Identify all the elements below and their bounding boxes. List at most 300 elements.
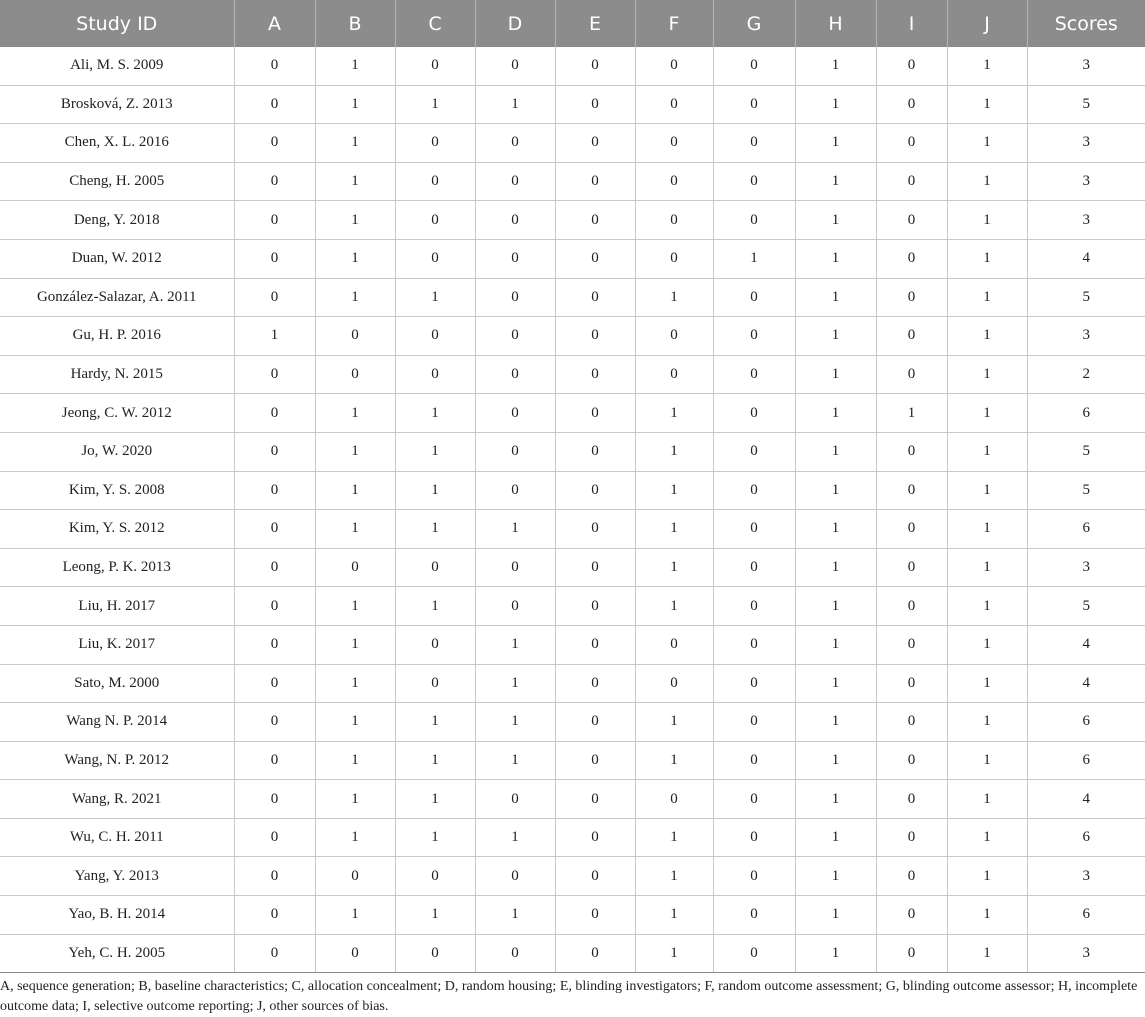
- criterion-cell: 0: [713, 85, 795, 124]
- criterion-cell: 1: [795, 934, 876, 973]
- criterion-cell: 0: [395, 124, 475, 163]
- criterion-cell: 0: [234, 857, 315, 896]
- criterion-cell: 0: [234, 85, 315, 124]
- table-row: [0, 47, 1145, 85]
- criterion-cell: 1: [635, 278, 713, 317]
- column-header-j: J: [947, 0, 1027, 47]
- criterion-cell: 1: [947, 625, 1027, 664]
- criterion-cell: 0: [395, 548, 475, 587]
- criterion-cell: 0: [475, 471, 555, 510]
- criterion-cell: 1: [315, 625, 395, 664]
- study-id-cell: Ali, M. S. 2009: [0, 47, 234, 85]
- criterion-cell: 0: [635, 239, 713, 278]
- criterion-cell: 0: [234, 394, 315, 433]
- criterion-cell: 1: [635, 896, 713, 935]
- study-id-cell: Jeong, C. W. 2012: [0, 394, 234, 433]
- criterion-cell: 0: [234, 664, 315, 703]
- study-id-cell: Wang, N. P. 2012: [0, 741, 234, 780]
- criterion-cell: 1: [947, 85, 1027, 124]
- criterion-cell: 0: [234, 703, 315, 742]
- criterion-cell: 0: [555, 780, 635, 819]
- criterion-cell: 1: [795, 625, 876, 664]
- criterion-cell: 1: [234, 317, 315, 356]
- criterion-cell: 1: [635, 394, 713, 433]
- criterion-cell: 0: [234, 625, 315, 664]
- criterion-cell: 0: [876, 124, 947, 163]
- criterion-cell: 0: [876, 548, 947, 587]
- criterion-cell: 1: [475, 703, 555, 742]
- criterion-cell: 1: [635, 857, 713, 896]
- criterion-cell: 0: [315, 934, 395, 973]
- criterion-cell: 1: [947, 934, 1027, 973]
- criterion-cell: 0: [555, 818, 635, 857]
- criterion-cell: 0: [555, 47, 635, 85]
- criterion-cell: 0: [713, 162, 795, 201]
- table-row: [0, 432, 1145, 471]
- criterion-cell: 1: [947, 355, 1027, 394]
- criterion-cell: 0: [395, 625, 475, 664]
- score-cell: 4: [1027, 625, 1145, 664]
- criterion-cell: 0: [555, 278, 635, 317]
- criterion-cell: 0: [234, 510, 315, 549]
- criterion-cell: 0: [555, 703, 635, 742]
- criterion-cell: 1: [395, 896, 475, 935]
- criterion-cell: 1: [395, 703, 475, 742]
- column-header-b: B: [315, 0, 395, 47]
- table-row: [0, 394, 1145, 433]
- criterion-cell: 1: [315, 664, 395, 703]
- criterion-cell: 1: [795, 818, 876, 857]
- criterion-cell: 0: [395, 317, 475, 356]
- criterion-cell: 1: [315, 587, 395, 626]
- criterion-cell: 1: [947, 471, 1027, 510]
- criterion-cell: 0: [475, 934, 555, 973]
- criterion-cell: 0: [713, 471, 795, 510]
- column-header-i: I: [876, 0, 947, 47]
- criterion-cell: 0: [555, 548, 635, 587]
- criterion-cell: 1: [947, 432, 1027, 471]
- criterion-cell: 1: [795, 278, 876, 317]
- criterion-cell: 0: [635, 780, 713, 819]
- criterion-cell: 0: [635, 201, 713, 240]
- criterion-cell: 1: [635, 432, 713, 471]
- criterion-cell: 1: [947, 896, 1027, 935]
- table-row: [0, 587, 1145, 626]
- criterion-cell: 0: [234, 780, 315, 819]
- criterion-cell: 1: [315, 818, 395, 857]
- criterion-cell: 0: [555, 124, 635, 163]
- criterion-cell: 0: [475, 239, 555, 278]
- criterion-cell: 0: [234, 548, 315, 587]
- criterion-cell: 1: [395, 432, 475, 471]
- criterion-cell: 1: [795, 664, 876, 703]
- criterion-cell: 1: [315, 896, 395, 935]
- criterion-cell: 1: [475, 896, 555, 935]
- criterion-cell: 0: [234, 355, 315, 394]
- criterion-cell: 0: [713, 317, 795, 356]
- criterion-cell: 0: [713, 510, 795, 549]
- criterion-cell: 1: [795, 741, 876, 780]
- score-cell: 6: [1027, 510, 1145, 549]
- criterion-cell: 1: [947, 124, 1027, 163]
- criterion-cell: 1: [635, 548, 713, 587]
- study-id-cell: Jo, W. 2020: [0, 432, 234, 471]
- criterion-cell: 1: [315, 432, 395, 471]
- criterion-cell: 0: [876, 162, 947, 201]
- criterion-cell: 0: [315, 548, 395, 587]
- criterion-cell: 0: [876, 278, 947, 317]
- criterion-cell: 0: [555, 317, 635, 356]
- criterion-cell: 1: [315, 162, 395, 201]
- criterion-cell: 1: [947, 780, 1027, 819]
- criterion-cell: 0: [635, 625, 713, 664]
- criterion-cell: 0: [555, 741, 635, 780]
- criterion-cell: 0: [876, 432, 947, 471]
- table-row: [0, 780, 1145, 819]
- criterion-cell: 0: [234, 471, 315, 510]
- criterion-cell: 0: [234, 278, 315, 317]
- score-cell: 3: [1027, 934, 1145, 973]
- study-id-cell: Leong, P. K. 2013: [0, 548, 234, 587]
- criterion-cell: 1: [395, 510, 475, 549]
- table-footnote: A, sequence generation; B, baseline characteristics; C, allocation concealment; D, random housing; E, blinding investigators; F, random outcome assessment; G, blinding outcome assessor; H, incomplete outcome data; I, selective outcome reporting; J, other sources of bias.: [0, 979, 1138, 1014]
- criterion-cell: 0: [713, 818, 795, 857]
- criterion-cell: 0: [234, 741, 315, 780]
- criterion-cell: 0: [555, 239, 635, 278]
- column-header-g: G: [713, 0, 795, 47]
- criterion-cell: 0: [713, 47, 795, 85]
- criterion-cell: 1: [395, 780, 475, 819]
- criterion-cell: 0: [475, 162, 555, 201]
- criterion-cell: 0: [555, 934, 635, 973]
- criterion-cell: 1: [475, 818, 555, 857]
- study-id-cell: Wang N. P. 2014: [0, 703, 234, 742]
- criterion-cell: 1: [947, 394, 1027, 433]
- study-id-cell: Brosková, Z. 2013: [0, 85, 234, 124]
- criterion-cell: 1: [475, 510, 555, 549]
- criterion-cell: 0: [876, 857, 947, 896]
- table-row: [0, 162, 1145, 201]
- criterion-cell: 0: [713, 664, 795, 703]
- criterion-cell: 1: [795, 471, 876, 510]
- criterion-cell: 0: [635, 124, 713, 163]
- criterion-cell: 1: [635, 934, 713, 973]
- criterion-cell: 1: [947, 47, 1027, 85]
- criterion-cell: 0: [315, 857, 395, 896]
- criterion-cell: 0: [555, 471, 635, 510]
- study-id-cell: Yang, Y. 2013: [0, 857, 234, 896]
- score-cell: 3: [1027, 124, 1145, 163]
- criterion-cell: 0: [475, 47, 555, 85]
- criterion-cell: 1: [795, 857, 876, 896]
- criterion-cell: 0: [713, 201, 795, 240]
- table-row: [0, 124, 1145, 163]
- criterion-cell: 0: [555, 587, 635, 626]
- criterion-cell: 1: [947, 703, 1027, 742]
- criterion-cell: 0: [876, 818, 947, 857]
- criterion-cell: 1: [795, 355, 876, 394]
- criterion-cell: 0: [635, 85, 713, 124]
- criterion-cell: 1: [795, 124, 876, 163]
- criterion-cell: 1: [635, 587, 713, 626]
- criterion-cell: 1: [395, 394, 475, 433]
- criterion-cell: 0: [234, 201, 315, 240]
- criterion-cell: 0: [713, 548, 795, 587]
- criterion-cell: 1: [315, 85, 395, 124]
- criterion-cell: 0: [555, 85, 635, 124]
- study-id-cell: Yao, B. H. 2014: [0, 896, 234, 935]
- criterion-cell: 0: [635, 664, 713, 703]
- criterion-cell: 0: [876, 510, 947, 549]
- criterion-cell: 1: [795, 432, 876, 471]
- criterion-cell: 0: [876, 896, 947, 935]
- criterion-cell: 0: [876, 201, 947, 240]
- column-header-d: D: [475, 0, 555, 47]
- criterion-cell: 1: [315, 124, 395, 163]
- table-row: [0, 857, 1145, 896]
- criterion-cell: 0: [475, 355, 555, 394]
- criterion-cell: 1: [635, 510, 713, 549]
- score-cell: 4: [1027, 239, 1145, 278]
- criterion-cell: 0: [555, 510, 635, 549]
- criterion-cell: 0: [713, 857, 795, 896]
- criterion-cell: 1: [947, 162, 1027, 201]
- criterion-cell: 0: [234, 47, 315, 85]
- criterion-cell: 0: [555, 896, 635, 935]
- criterion-cell: 0: [876, 471, 947, 510]
- score-cell: 5: [1027, 85, 1145, 124]
- score-cell: 5: [1027, 587, 1145, 626]
- study-id-cell: Cheng, H. 2005: [0, 162, 234, 201]
- criterion-cell: 1: [947, 664, 1027, 703]
- criterion-cell: 0: [475, 432, 555, 471]
- criterion-cell: 1: [795, 47, 876, 85]
- table-row: [0, 548, 1145, 587]
- score-cell: 3: [1027, 201, 1145, 240]
- table-row: [0, 625, 1145, 664]
- criterion-cell: 1: [795, 780, 876, 819]
- criterion-cell: 1: [635, 471, 713, 510]
- criterion-cell: 0: [234, 896, 315, 935]
- criterion-cell: 1: [795, 162, 876, 201]
- table-row: [0, 741, 1145, 780]
- criterion-cell: 0: [234, 934, 315, 973]
- criterion-cell: 1: [315, 278, 395, 317]
- score-cell: 6: [1027, 896, 1145, 935]
- criterion-cell: 0: [475, 780, 555, 819]
- criterion-cell: 0: [713, 934, 795, 973]
- criterion-cell: 0: [876, 741, 947, 780]
- criterion-cell: 0: [234, 124, 315, 163]
- score-cell: 3: [1027, 162, 1145, 201]
- criterion-cell: 0: [395, 201, 475, 240]
- criterion-cell: 0: [635, 355, 713, 394]
- table-row: [0, 317, 1145, 356]
- criterion-cell: 0: [635, 47, 713, 85]
- criterion-cell: 0: [395, 47, 475, 85]
- table-row: [0, 510, 1145, 549]
- table-row: [0, 278, 1145, 317]
- criterion-cell: 0: [713, 780, 795, 819]
- criterion-cell: 1: [947, 239, 1027, 278]
- criterion-cell: 0: [395, 857, 475, 896]
- study-id-cell: Duan, W. 2012: [0, 239, 234, 278]
- score-cell: 2: [1027, 355, 1145, 394]
- criterion-cell: 0: [475, 548, 555, 587]
- column-header-a: A: [234, 0, 315, 47]
- criterion-cell: 1: [315, 239, 395, 278]
- criterion-cell: 0: [876, 85, 947, 124]
- criterion-cell: 1: [315, 471, 395, 510]
- criterion-cell: 1: [795, 394, 876, 433]
- score-cell: 6: [1027, 818, 1145, 857]
- criterion-cell: 0: [234, 239, 315, 278]
- criterion-cell: 1: [795, 510, 876, 549]
- table-row: [0, 703, 1145, 742]
- criterion-cell: 0: [395, 239, 475, 278]
- criterion-cell: 0: [876, 703, 947, 742]
- criterion-cell: 0: [876, 239, 947, 278]
- criterion-cell: 1: [395, 741, 475, 780]
- criterion-cell: 0: [713, 394, 795, 433]
- table-header: [0, 0, 1145, 47]
- criterion-cell: 1: [947, 818, 1027, 857]
- study-id-cell: Wang, R. 2021: [0, 780, 234, 819]
- criterion-cell: 0: [713, 741, 795, 780]
- criterion-cell: 0: [555, 625, 635, 664]
- criterion-cell: 0: [475, 394, 555, 433]
- criterion-cell: 0: [315, 317, 395, 356]
- criterion-cell: 1: [475, 85, 555, 124]
- study-id-cell: Gu, H. P. 2016: [0, 317, 234, 356]
- header-row: [0, 0, 1145, 47]
- criterion-cell: 0: [635, 162, 713, 201]
- study-id-cell: Wu, C. H. 2011: [0, 818, 234, 857]
- criterion-cell: 0: [555, 201, 635, 240]
- study-id-cell: Kim, Y. S. 2008: [0, 471, 234, 510]
- criterion-cell: 1: [635, 818, 713, 857]
- score-cell: 3: [1027, 47, 1145, 85]
- criterion-cell: 0: [713, 278, 795, 317]
- score-cell: 5: [1027, 471, 1145, 510]
- study-id-cell: Sato, M. 2000: [0, 664, 234, 703]
- criterion-cell: 1: [315, 703, 395, 742]
- criterion-cell: 1: [947, 278, 1027, 317]
- criterion-cell: 0: [395, 934, 475, 973]
- criterion-cell: 1: [713, 239, 795, 278]
- criterion-cell: 1: [315, 510, 395, 549]
- column-header-e: E: [555, 0, 635, 47]
- criterion-cell: 0: [395, 162, 475, 201]
- criterion-cell: 0: [234, 818, 315, 857]
- column-header-f: F: [635, 0, 713, 47]
- criterion-cell: 0: [475, 278, 555, 317]
- study-id-cell: Liu, H. 2017: [0, 587, 234, 626]
- criterion-cell: 0: [475, 317, 555, 356]
- criterion-cell: 1: [795, 896, 876, 935]
- study-id-cell: Yeh, C. H. 2005: [0, 934, 234, 973]
- criterion-cell: 0: [713, 587, 795, 626]
- study-id-cell: Kim, Y. S. 2012: [0, 510, 234, 549]
- criterion-cell: 1: [395, 587, 475, 626]
- criterion-cell: 0: [555, 432, 635, 471]
- score-cell: 5: [1027, 432, 1145, 471]
- criterion-cell: 0: [713, 355, 795, 394]
- score-cell: 6: [1027, 703, 1145, 742]
- criterion-cell: 1: [947, 201, 1027, 240]
- table-row: [0, 934, 1145, 973]
- criterion-cell: 1: [395, 471, 475, 510]
- criterion-cell: 1: [795, 548, 876, 587]
- column-header-scores: Scores: [1027, 0, 1145, 47]
- criterion-cell: 1: [635, 703, 713, 742]
- criterion-cell: 0: [713, 896, 795, 935]
- criterion-cell: 0: [234, 162, 315, 201]
- criterion-cell: 0: [876, 780, 947, 819]
- criterion-cell: 0: [555, 857, 635, 896]
- table-row: [0, 201, 1145, 240]
- criterion-cell: 1: [475, 664, 555, 703]
- criterion-cell: 0: [713, 625, 795, 664]
- criterion-cell: 1: [876, 394, 947, 433]
- criterion-cell: 1: [315, 47, 395, 85]
- criterion-cell: 0: [876, 355, 947, 394]
- criterion-cell: 1: [635, 741, 713, 780]
- column-header-study-id: Study ID: [0, 0, 234, 47]
- criterion-cell: 0: [475, 857, 555, 896]
- criterion-cell: 0: [876, 934, 947, 973]
- criterion-cell: 0: [713, 432, 795, 471]
- criterion-cell: 1: [947, 548, 1027, 587]
- criterion-cell: 0: [234, 587, 315, 626]
- criterion-cell: 1: [475, 741, 555, 780]
- criterion-cell: 1: [947, 587, 1027, 626]
- criterion-cell: 0: [876, 625, 947, 664]
- score-cell: 6: [1027, 394, 1145, 433]
- study-id-cell: Liu, K. 2017: [0, 625, 234, 664]
- criterion-cell: 1: [795, 587, 876, 626]
- criterion-cell: 1: [795, 201, 876, 240]
- criterion-cell: 0: [555, 394, 635, 433]
- score-cell: 3: [1027, 857, 1145, 896]
- criterion-cell: 1: [315, 741, 395, 780]
- criterion-cell: 1: [947, 510, 1027, 549]
- table-row: [0, 239, 1145, 278]
- table-row: [0, 818, 1145, 857]
- study-id-cell: Chen, X. L. 2016: [0, 124, 234, 163]
- criterion-cell: 1: [315, 780, 395, 819]
- criterion-cell: 1: [947, 857, 1027, 896]
- criterion-cell: 0: [635, 317, 713, 356]
- criterion-cell: 0: [876, 587, 947, 626]
- score-cell: 4: [1027, 664, 1145, 703]
- criterion-cell: 1: [795, 317, 876, 356]
- table-body: [0, 47, 1145, 973]
- score-cell: 3: [1027, 317, 1145, 356]
- table-row: [0, 471, 1145, 510]
- criterion-cell: 0: [876, 47, 947, 85]
- criterion-cell: 0: [876, 317, 947, 356]
- score-cell: 3: [1027, 548, 1145, 587]
- criterion-cell: 0: [876, 664, 947, 703]
- criterion-cell: 1: [947, 741, 1027, 780]
- criterion-cell: 1: [795, 239, 876, 278]
- criterion-cell: 1: [947, 317, 1027, 356]
- criterion-cell: 0: [555, 664, 635, 703]
- column-header-c: C: [395, 0, 475, 47]
- criterion-cell: 0: [475, 587, 555, 626]
- criterion-cell: 1: [315, 201, 395, 240]
